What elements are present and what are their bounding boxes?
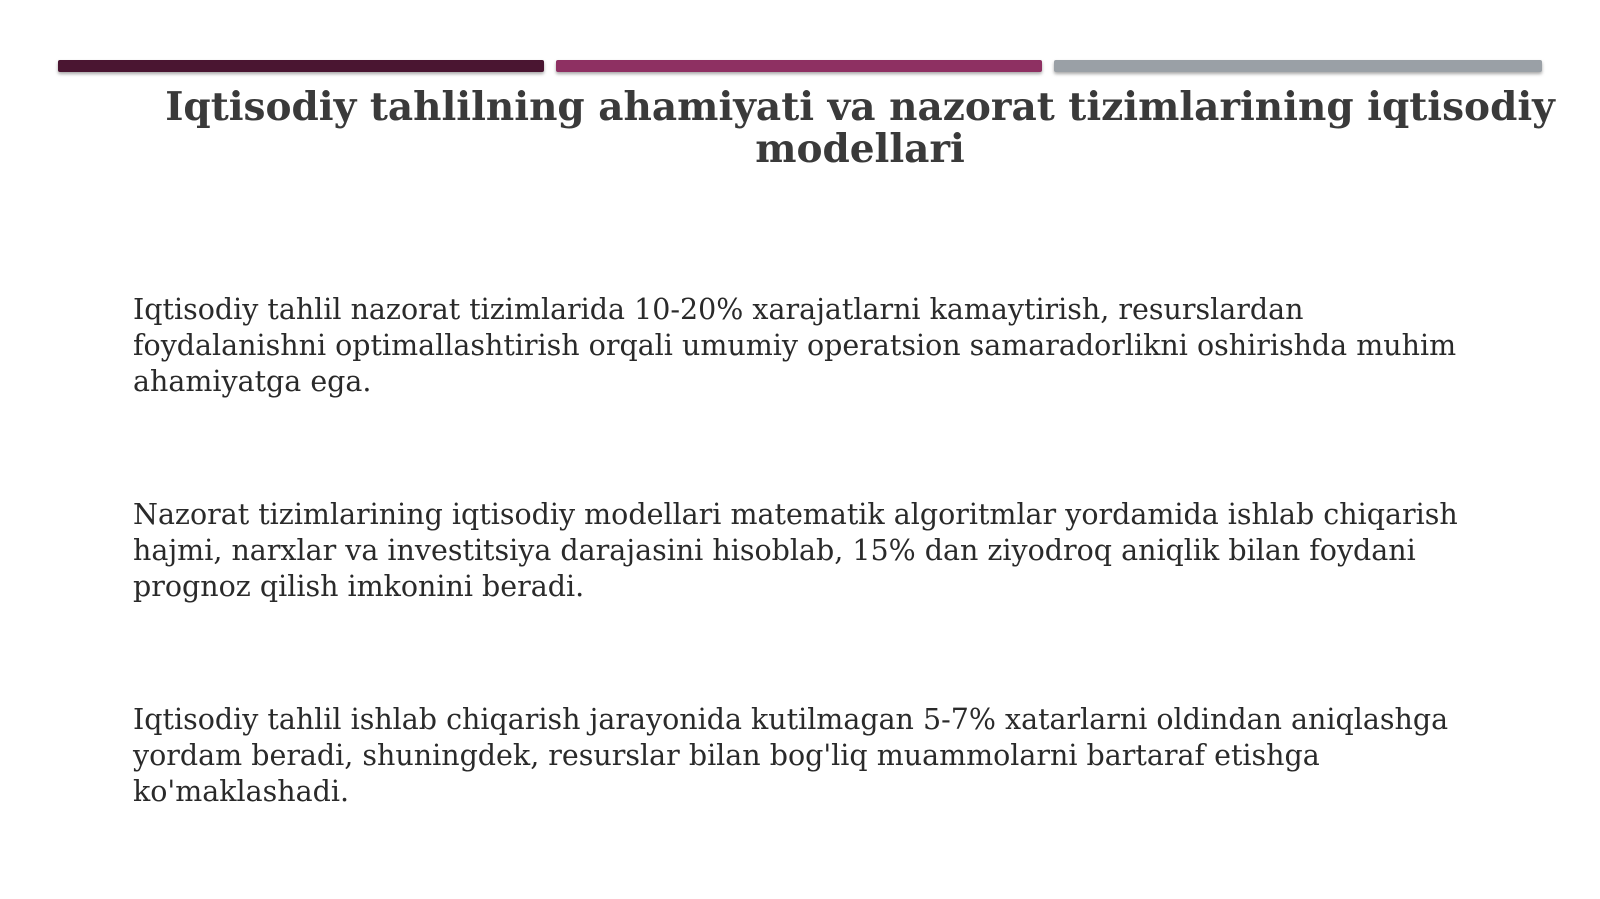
decor-bar-dark [58, 60, 544, 72]
body-paragraph: Nazorat tizimlarining iqtisodiy modellari matematik algoritmlar yordamida ishlab chiqarish hajmi, narxlar va investitsiya darajasini hisoblab, 15% dan ziyodroq aniqlik bilan foydani prognoz qilish imkonini beradi. [133, 498, 1458, 603]
slide-title: Iqtisodiy tahlilning ahamiyati va nazorat tizimlarining iqtisodiy modellari [165, 84, 1555, 172]
decor-bar-gray [1054, 60, 1542, 72]
decor-bar-magenta [556, 60, 1042, 72]
body-paragraph: Iqtisodiy tahlil ishlab chiqarish jarayonida kutilmagan 5-7% xatarlarni oldindan aniqlashga yordam beradi, shuningdek, resurslar bilan bog'liq muammolarni bartaraf etishga ko'maklashadi. [133, 703, 1449, 808]
body-paragraph: Iqtisodiy tahlil nazorat tizimlarida 10-20% xarajatlarni kamaytirish, resurslardan foydalanishni optimallashtirish orqali umumiy operatsion samaradorlikni oshirishda muhim ahamiyatga ega. [133, 293, 1457, 398]
header-decoration-bars [58, 60, 1542, 74]
